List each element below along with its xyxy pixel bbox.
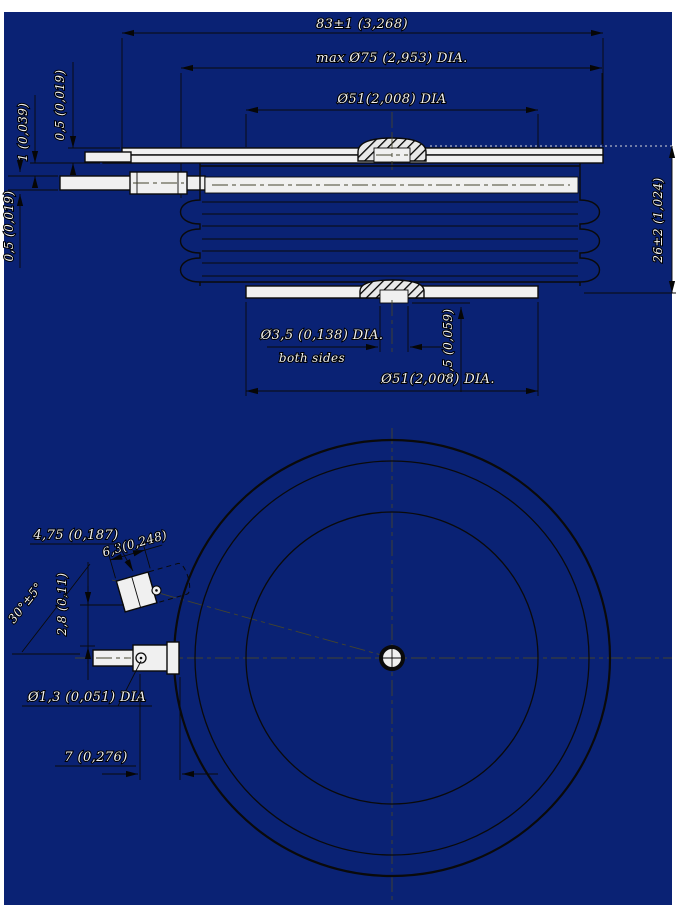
dim-flange-thickness-text: 0,5 (0,019) bbox=[53, 69, 67, 141]
dim-gate-angle-text: 30°±5° bbox=[5, 579, 46, 626]
dim-gate-terminal-length-text: 6,3(0,248) bbox=[100, 527, 169, 560]
dim-hole-to-end-text: 7 (0,276) bbox=[64, 750, 128, 765]
dim-center-hole-text: Ø3,5 (0,138) DIA. bbox=[260, 328, 384, 343]
dim-max-ceramic-dia-text: max Ø75 (2,953) DIA. bbox=[316, 51, 468, 66]
gate-lead-side bbox=[60, 172, 205, 194]
dim-overall-width-text: 83±1 (3,268) bbox=[316, 17, 408, 32]
dim-pole-face-top-text: Ø51(2,008) DIA bbox=[337, 92, 447, 107]
dim-pole-face-bottom-text: Ø51(2,008) DIA. bbox=[381, 372, 495, 387]
dim-lead-hole-text: Ø1,3 (0,051) DIA bbox=[27, 690, 147, 705]
dim-lead-thickness-text: 0,5 (0,019) bbox=[2, 190, 16, 262]
dim-body-height-text: 26±2 (1,024) bbox=[651, 177, 665, 263]
dim-gate-terminal-width-text: 4,75 (0,187) bbox=[33, 528, 119, 543]
center-hole bbox=[380, 646, 404, 670]
dim-boss-height-text: 1,5 (0,059) bbox=[441, 308, 455, 380]
top-pole-plate bbox=[85, 148, 603, 163]
dim-lead-gap-text: 1 (0,039) bbox=[16, 102, 30, 162]
dim-center-hole-note-text: both sides bbox=[278, 351, 346, 365]
dim-terminal-offset-text: 2,8 (0,11) bbox=[55, 572, 69, 636]
